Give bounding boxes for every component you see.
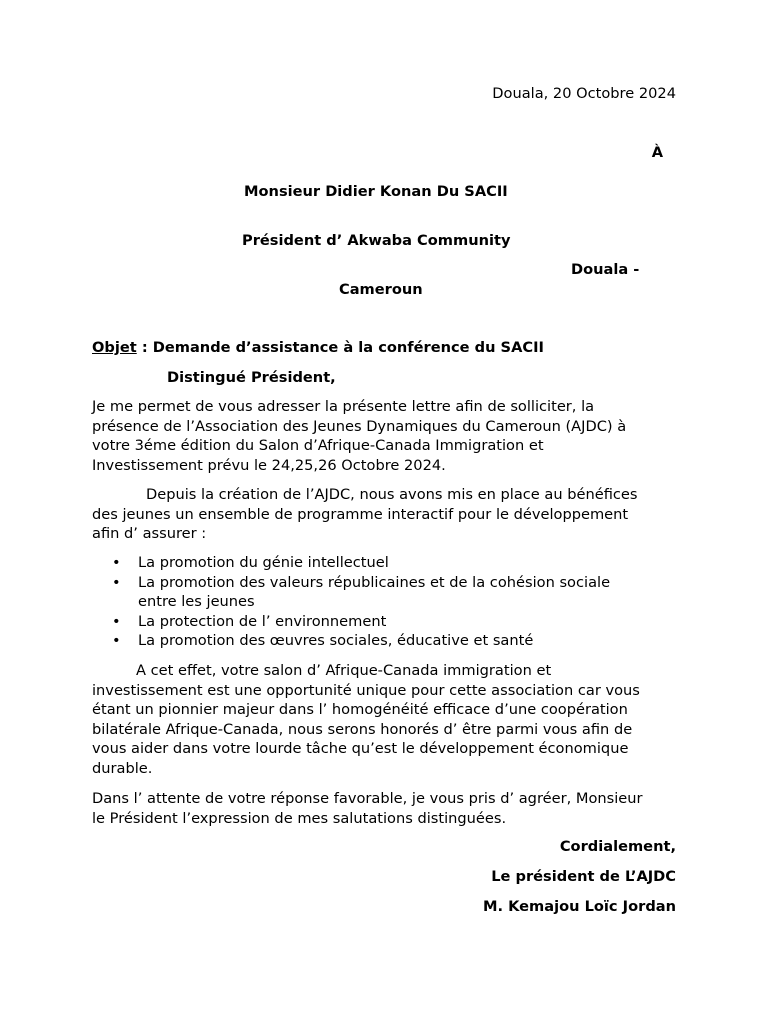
list-item xyxy=(92,612,692,632)
salutation: Distingué Président, xyxy=(167,369,336,386)
date-line: Douala, 20 Octobre 2024 xyxy=(492,85,676,102)
paragraph-line: Investissement prévu le 24,25,26 Octobre 2024. xyxy=(92,456,446,474)
paragraph-line: présence de l’Association des Jeunes Dynamiques du Cameroun (AJDC) à xyxy=(92,417,627,435)
objectives-list xyxy=(92,553,692,651)
bullet-icon: • xyxy=(112,612,121,630)
recipient-marker: À xyxy=(651,144,663,161)
list-item xyxy=(92,631,692,651)
recipient-country: Cameroun xyxy=(339,281,423,298)
bullet-icon: • xyxy=(112,632,121,650)
signatory-title: Le président de L’AJDC xyxy=(491,868,676,885)
paragraph-line: Je me permet de vous adresser la présente lettre afin de solliciter, la xyxy=(92,398,595,415)
list-item-text: La promotion des valeurs républicaines et de la cohésion sociale xyxy=(138,573,611,591)
list-item-text: La promotion des œuvres sociales, éducative et santé xyxy=(138,632,534,650)
paragraph-line: afin d’ assurer : xyxy=(92,525,207,543)
subject-line xyxy=(92,338,544,358)
paragraph-line: étant un pionnier majeur dans l’ homogénéité efficace d’une coopération xyxy=(92,701,628,719)
paragraph-line: investissement est une opportunité unique pour cette association car vous xyxy=(92,681,640,699)
signatory-name: M. Kemajou Loïc Jordan xyxy=(482,898,676,915)
bullet-icon: • xyxy=(112,573,121,591)
recipient-title: Président d’ Akwaba Community xyxy=(242,232,511,249)
paragraph-opportunity xyxy=(92,661,682,779)
paragraph-line: A cet effet, votre salon d’ Afrique-Canada immigration et xyxy=(136,662,552,679)
list-item-text: La promotion du génie intellectuel xyxy=(138,554,389,571)
subject-text: : Demande d’assistance à la conférence du SACII xyxy=(136,339,544,356)
paragraph-line: le Président l’expression de mes salutations distinguées. xyxy=(92,809,507,827)
closing-formula: Cordialement, xyxy=(559,838,676,855)
paragraph-line: durable. xyxy=(92,759,153,777)
list-item xyxy=(92,573,692,612)
subject-label: Objet xyxy=(92,339,137,356)
list-item-text: entre les jeunes xyxy=(138,593,255,611)
paragraph-line: votre 3éme édition du Salon d’Afrique-Canada Immigration et xyxy=(92,437,544,455)
recipient-city: Douala - xyxy=(571,261,640,278)
bullet-icon: • xyxy=(112,554,121,571)
paragraph-line: Depuis la création de l’AJDC, nous avons mis en place au bénéfices xyxy=(146,486,638,503)
paragraph-line: vous aider dans votre lourde tâche qu’est le développement économique xyxy=(92,740,629,758)
paragraph-background xyxy=(92,485,682,544)
paragraph-line: Dans l’ attente de votre réponse favorable, je vous pris d’ agréer, Monsieur xyxy=(92,790,643,807)
recipient-name: Monsieur Didier Konan Du SACII xyxy=(244,183,508,200)
paragraph-closing xyxy=(92,789,682,828)
list-item-text: La protection de l’ environnement xyxy=(138,612,387,630)
paragraph-line: des jeunes un ensemble de programme interactif pour le développement xyxy=(92,505,629,523)
paragraph-line: bilatérale Afrique-Canada, nous serons honorés d’ être parmi vous afin de xyxy=(92,720,633,738)
paragraph-request xyxy=(92,397,682,475)
list-item xyxy=(92,553,692,573)
